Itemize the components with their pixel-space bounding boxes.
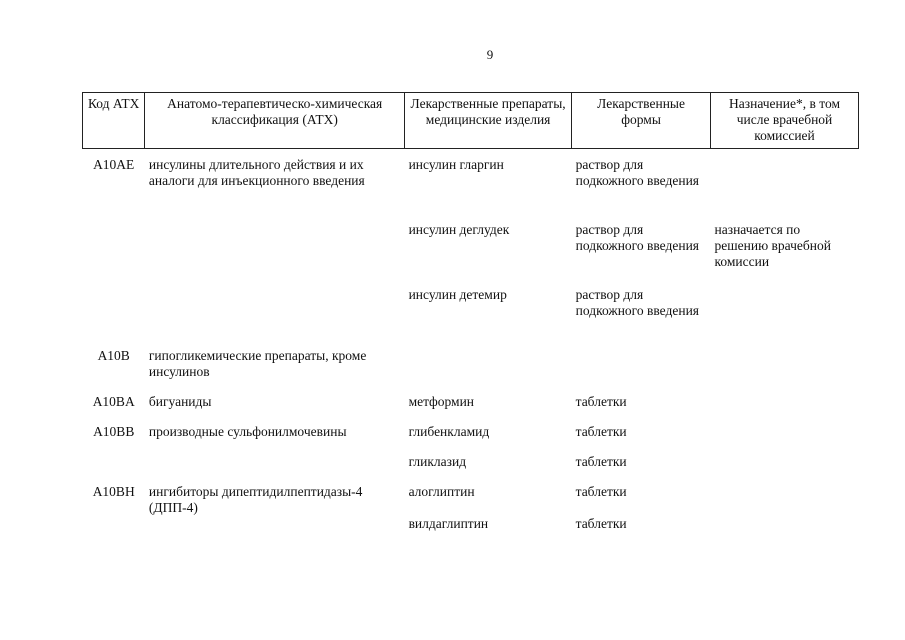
table-row [83, 348, 859, 394]
row-atc [145, 454, 405, 484]
row-drug [405, 348, 572, 394]
row-form: раствор для подкожного введения [575, 157, 699, 188]
page-number: 9 [486, 47, 494, 62]
row-form [572, 348, 711, 394]
row-atc: ингибиторы дипептидилпептидазы-4 (ДПП-4) [148, 484, 363, 515]
header-purpose: Назначение*, в том числе врачебной комиссией [711, 93, 859, 149]
row-drug: глибенкламид [408, 424, 490, 439]
row-note [711, 287, 859, 348]
row-note: назначается по решению врачебной комиссии [714, 222, 831, 269]
row-form: таблетки [575, 394, 627, 409]
row-note [711, 348, 859, 394]
row-form: таблетки [575, 484, 627, 499]
table-row [83, 287, 859, 348]
row-atc [145, 222, 405, 287]
table-row [83, 454, 859, 484]
row-code: A10BB [93, 424, 135, 439]
header-atc: Анатомо-терапевтическо-химическая классификация (АТХ) [145, 93, 405, 149]
header-drugs: Лекарственные препараты, медицинские изделия [405, 93, 572, 149]
row-note [711, 424, 859, 454]
row-code: A10BH [92, 484, 135, 499]
row-form: таблетки [575, 424, 627, 439]
drug-table [82, 92, 859, 540]
row-drug: гликлазид [408, 454, 467, 469]
row-form: таблетки [575, 454, 627, 469]
row-form: раствор для подкожного введения [575, 222, 699, 253]
row-atc [145, 516, 405, 540]
row-atc: бигуаниды [148, 394, 212, 409]
table-row [83, 157, 859, 222]
row-form: раствор для подкожного введения [575, 287, 699, 318]
row-atc: инсулины длительного действия и их аналоги для инъекционного введения [148, 157, 365, 188]
row-form: таблетки [575, 516, 627, 531]
header-code: Код АТХ [83, 93, 145, 149]
row-drug: метформин [408, 394, 475, 409]
row-note [711, 454, 859, 484]
table-row [83, 424, 859, 454]
header-forms: Лекарственные формы [572, 93, 711, 149]
row-drug: алоглиптин [408, 484, 475, 499]
row-drug: вилдаглиптин [408, 516, 489, 531]
row-drug: инсулин гларгин [408, 157, 504, 172]
row-note [711, 394, 859, 424]
table-header-row [83, 93, 859, 149]
table-row [83, 484, 859, 516]
row-note [711, 484, 859, 516]
row-drug: инсулин детемир [408, 287, 507, 302]
row-code: A10AE [93, 157, 135, 172]
table-row [83, 222, 859, 287]
row-note [711, 157, 859, 222]
row-code [83, 516, 145, 540]
row-atc [145, 287, 405, 348]
row-atc: гипогликемические препараты, кроме инсулинов [148, 348, 367, 379]
table-row [83, 516, 859, 540]
row-code: A10BA [92, 394, 135, 409]
table-row [83, 394, 859, 424]
row-code [83, 222, 145, 287]
row-note [711, 516, 859, 540]
row-drug: инсулин деглудек [408, 222, 510, 237]
row-atc: производные сульфонилмочевины [148, 424, 347, 439]
row-code [83, 454, 145, 484]
row-code [83, 287, 145, 348]
row-code: A10B [97, 348, 130, 363]
